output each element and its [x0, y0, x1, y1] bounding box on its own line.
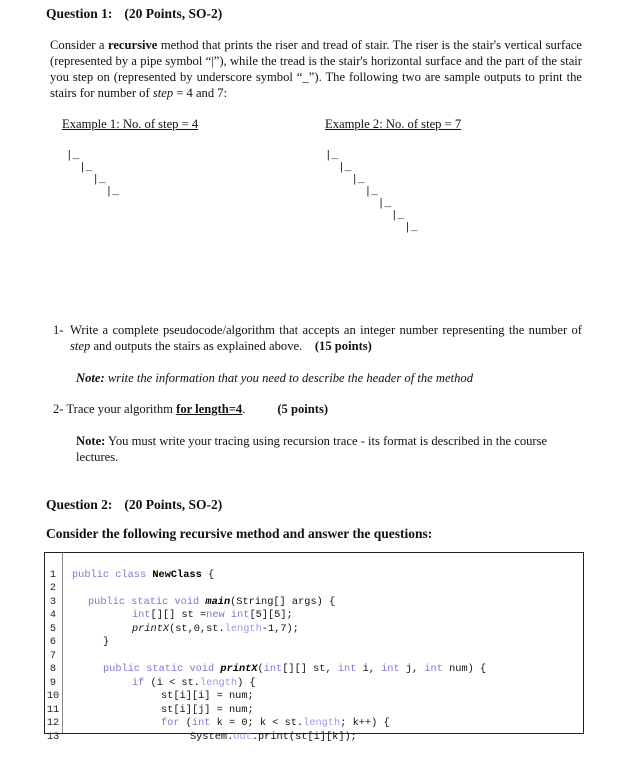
- line-number: 12: [46, 717, 60, 729]
- question-2-points: (20 Points, SO-2): [124, 497, 223, 512]
- code-keyword: int: [381, 663, 400, 675]
- intro-text: Consider a: [50, 38, 108, 52]
- code-text: ; k++) {: [340, 717, 390, 729]
- stair-line: |_: [325, 150, 339, 162]
- code-line-1: [45, 555, 583, 581]
- code-keyword: public class: [72, 568, 153, 581]
- code-keyword: int: [230, 609, 250, 621]
- example-1-stairs: [66, 150, 119, 198]
- task-2-length-underlined: for length=4: [176, 402, 243, 416]
- code-text: st[i][i] = num;: [161, 690, 254, 702]
- code-text: [][] st =: [150, 609, 207, 621]
- question-1-points: (20 Points, SO-2): [124, 6, 223, 21]
- intro-recursive-bold: recursive: [107, 38, 158, 52]
- stair-line: |_: [325, 186, 378, 198]
- stair-line: |_: [66, 150, 80, 162]
- example-2-stairs: [325, 150, 417, 234]
- code-text: {: [201, 568, 215, 581]
- method-name: printX: [220, 663, 258, 675]
- code-text: (: [257, 663, 264, 675]
- line-number: 10: [46, 690, 60, 702]
- code-keyword: if: [132, 676, 145, 689]
- note-2-text: You must write your tracing using recursion trace - its format is described in the course lectures.: [76, 434, 548, 464]
- code-keyword: new: [206, 609, 225, 621]
- code-text: (i < st.: [144, 676, 200, 689]
- line-number: 8: [49, 663, 57, 675]
- task-1-text: [70, 322, 582, 354]
- stair-line: |_: [66, 186, 119, 198]
- example-2-label: Example 2: No. of step = 7: [325, 117, 462, 131]
- stair-line: |_: [325, 198, 392, 210]
- code-text: .print(st[i][k]);: [251, 730, 357, 743]
- line-number: 11: [46, 703, 60, 716]
- code-line-11: [45, 690, 583, 716]
- code-keyword: int: [191, 717, 211, 729]
- stair-line: |_: [325, 210, 405, 222]
- task-2-text-b: .: [242, 402, 246, 416]
- code-text: k = 0; k < st.: [210, 717, 304, 729]
- intro-text: = 4 and 7:: [173, 86, 228, 100]
- code-text: ) {: [237, 676, 256, 689]
- code-text: (st,0,st.: [169, 622, 225, 635]
- task-2-text-a: Trace your algorithm: [66, 402, 177, 416]
- line-number: 9: [49, 676, 57, 689]
- code-keyword: int: [132, 609, 151, 621]
- question-1-label: Question 1:: [46, 6, 113, 21]
- code-text: }: [103, 636, 110, 648]
- code-field: length: [224, 622, 262, 635]
- task-1-step-italic: step: [70, 339, 91, 353]
- stair-line: |_: [325, 174, 365, 186]
- line-number: 13: [46, 730, 60, 743]
- line-number: 5: [49, 622, 57, 635]
- code-line-4: [45, 596, 583, 621]
- stair-line: |_: [66, 162, 93, 174]
- line-number: 6: [49, 636, 57, 648]
- line-number: 1: [49, 568, 57, 581]
- code-line-10: [45, 677, 583, 702]
- task-1-points: (15 points): [314, 339, 372, 353]
- task-1-text-b: and outputs the stairs as explained above.: [90, 339, 303, 353]
- code-keyword: public static void: [88, 595, 206, 608]
- code-field: length: [303, 717, 341, 729]
- question-2-label: Question 2:: [46, 497, 113, 512]
- method-name: main: [205, 595, 231, 608]
- task-2-number: 2-: [53, 402, 64, 416]
- code-keyword: int: [337, 663, 357, 675]
- code-line-6: [45, 623, 583, 648]
- code-keyword: for: [161, 717, 180, 729]
- task-1-text-a: Write a complete pseudocode/algorithm that accepts an integer number representing the number of: [70, 323, 582, 337]
- question-2-heading: [46, 497, 222, 513]
- task-2-points: (5 points): [277, 402, 329, 416]
- code-line-5: [45, 609, 583, 635]
- code-text: j,: [399, 663, 425, 675]
- line-number: 3: [49, 595, 57, 608]
- code-keyword: public static void: [103, 663, 221, 675]
- code-line-9: [45, 663, 583, 689]
- code-text: (: [179, 717, 192, 729]
- code-text: i,: [356, 663, 382, 675]
- stair-line: |_: [325, 162, 352, 174]
- question-1-heading: [46, 6, 222, 22]
- code-line-2: [45, 569, 583, 594]
- code-text: num) {: [442, 663, 487, 675]
- code-field: length: [199, 676, 238, 689]
- code-line-13: [45, 717, 583, 743]
- stair-line: |_: [325, 222, 418, 234]
- code-line-12: [45, 704, 583, 729]
- code-text: st[i][j] = num;: [161, 703, 254, 716]
- code-line-8: [45, 650, 583, 675]
- intro-text: method that prints the riser and tread of stair. The riser is the stair's vertical surface (represented by a pipe symbol “|”), while the tread is the stair's horizontal surface and the part of the stair you step on (represented by underscore symbol “_”). The following two are sample outputs to print the stairs for number of: [50, 38, 582, 100]
- note-2: [76, 433, 582, 465]
- note-1: [76, 370, 582, 386]
- code-line-7: [45, 636, 583, 662]
- code-text: System.: [190, 730, 234, 743]
- method-call: printX: [132, 622, 170, 635]
- task-2: [53, 401, 328, 417]
- question-1-intro: [50, 37, 582, 101]
- note-1-label: Note:: [76, 371, 105, 385]
- code-line-3: [45, 582, 583, 608]
- code-text: -1,7);: [261, 622, 299, 635]
- note-2-label: Note:: [76, 434, 106, 448]
- code-text: [5][5];: [249, 609, 293, 621]
- code-keyword: int: [424, 663, 443, 675]
- note-1-text: write the information that you need to describe the header of the method: [104, 371, 473, 385]
- example-1-label: Example 1: No. of step = 4: [62, 117, 199, 131]
- code-field: out: [233, 730, 252, 743]
- intro-step-italic: step: [152, 86, 174, 100]
- line-number: 4: [49, 609, 57, 621]
- class-name: NewClass: [152, 568, 202, 581]
- line-number: 7: [49, 649, 57, 662]
- code-text: [][] st,: [282, 663, 338, 675]
- question-2-instruction: Consider the following recursive method and answer the questions:: [46, 526, 433, 541]
- code-text: (String[] args) {: [230, 595, 336, 608]
- code-keyword: int: [263, 663, 283, 675]
- stair-line: |_: [66, 174, 106, 186]
- code-listing: [44, 552, 584, 743]
- line-number: 2: [49, 582, 57, 594]
- task-1-number: 1-: [53, 323, 64, 337]
